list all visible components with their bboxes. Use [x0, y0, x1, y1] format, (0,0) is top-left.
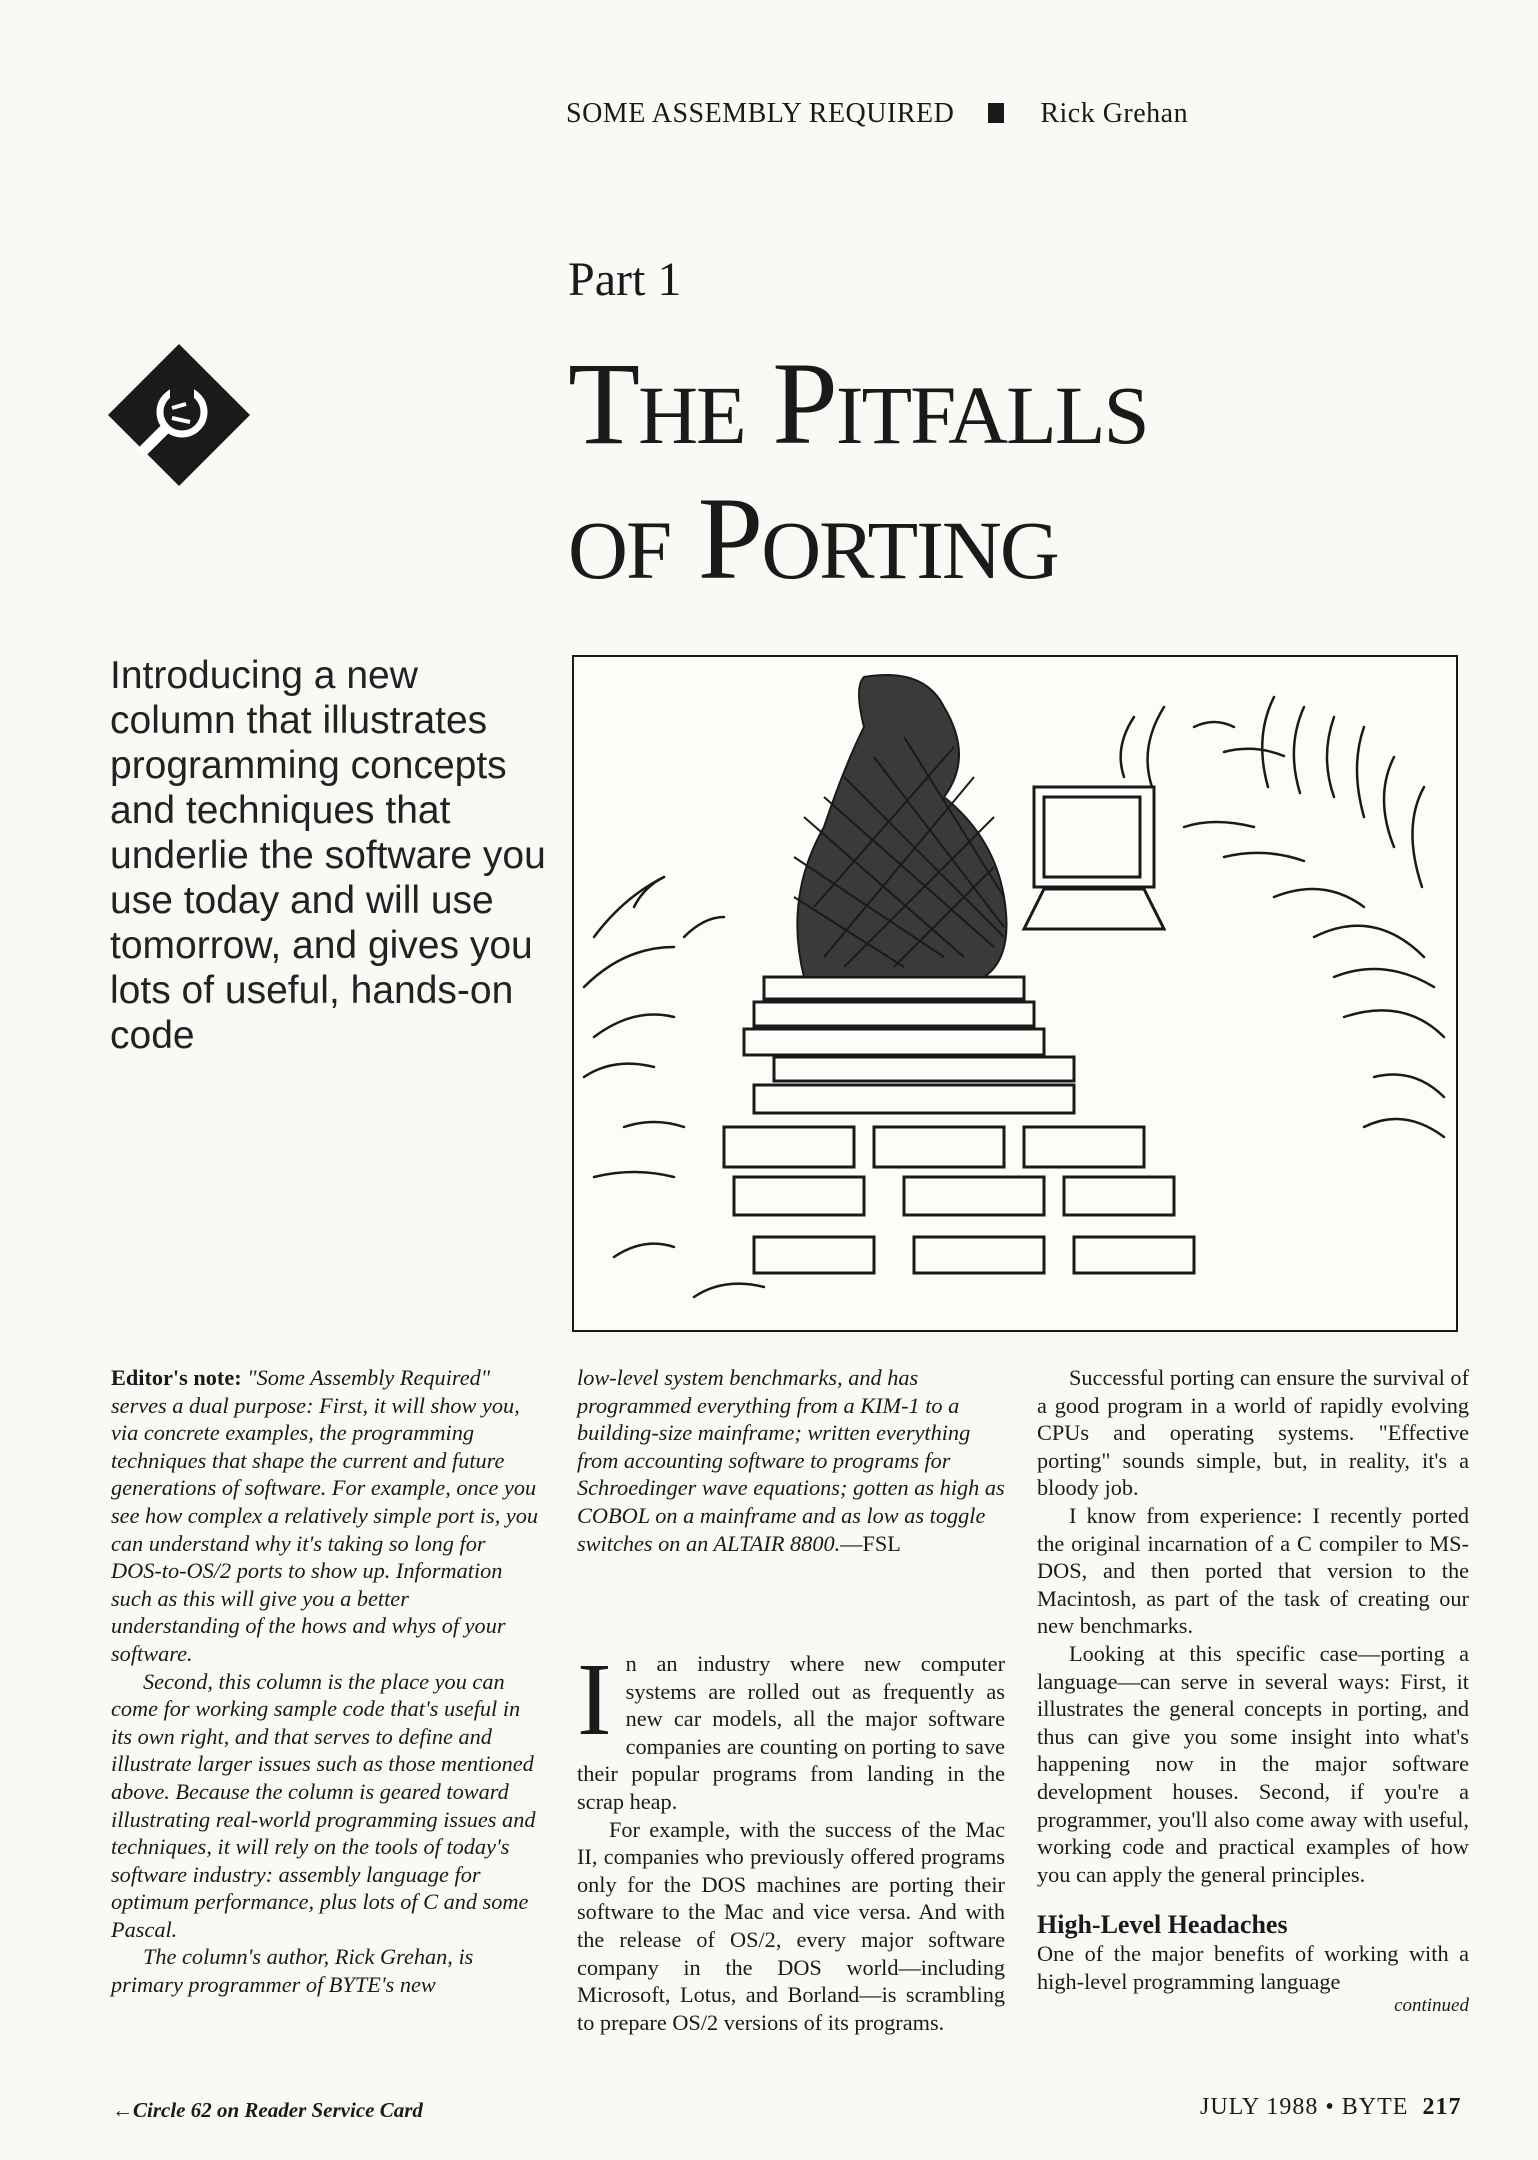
title-line-2: of Porting	[568, 473, 1058, 604]
column-header	[566, 98, 1366, 130]
editors-note-p1: Editor's note: "Some Assembly Required" serves a dual purpose: First, it will show you, via concrete examples, the programming techniques that shape the current and future generations of software. For example, once you see how complex a relatively simple port is, you can understand why it's taking so long for DOS-to-OS/2 ports to show up. Information such as this will give you a better understanding of the hows and whys of your software.	[111, 1365, 539, 1666]
editors-note-p3: The column's author, Rick Grehan, is primary programmer of BYTE's new	[111, 1944, 474, 1998]
programmer-on-books-illustration	[572, 655, 1458, 1332]
section-heading: High-Level Headaches	[1037, 1910, 1288, 1940]
continued-label: continued	[1394, 1995, 1469, 2017]
editors-note-continued	[577, 1364, 1005, 1557]
issue-date: JULY 1988 • BYTE	[1200, 2094, 1409, 2120]
intro-deck: Introducing a new column that illustrates programming concepts and techniques that underlie the software you use today and will use tomorrow, and gives you lots of useful, hands-on code	[110, 654, 546, 1057]
editors-note-p2: Second, this column is the place you can come for working sample code that's useful in its own right, and that serves to define and illustrate larger issues such as those mentioned above. Because the column is geared toward illustrating real-world programming issues and techniques, it will rely on the tools of today's software industry: assembly language for optimum performance, plus lots of C and some Pascal.	[111, 1668, 536, 1942]
drop-cap: I	[577, 1642, 612, 1757]
part-label: Part 1	[568, 253, 682, 306]
article-body-col3	[1037, 1364, 1469, 2017]
body-p1: In an industry where new computer systems are rolled out as frequently as new car models, all the major software companies are counting on porting to save their popular programs from landing in the scrap heap.	[577, 1642, 1005, 1814]
body-p2: For example, with the success of the Mac II, companies who previously offered programs only for the DOS machines are porting their software to the Mac and vice versa. And with the release of OS/2, every major software company in the DOS world—including Microsoft, Lotus, and Borland—is scrambling to prepare OS/2 versions of its programs.	[577, 1816, 1005, 2035]
page-number: 217	[1422, 2094, 1462, 2120]
editors-note	[111, 1364, 541, 1999]
page-footer	[1200, 2094, 1461, 2121]
body-p6: One of the major benefits of working with a high-level programming language	[1037, 1941, 1469, 1994]
title-line-1: The Pitfalls	[568, 338, 1148, 469]
editors-note-label: Editor's note:	[111, 1365, 242, 1390]
article-body-col2	[577, 1642, 1005, 2036]
wrench-diamond-icon	[106, 342, 252, 488]
body-p4: I know from experience: I recently ported the original incarnation of a C compiler to MS-DOS, and then ported that version to the Macintosh, as part of the task of creating our new benchmarks.	[1037, 1502, 1469, 1639]
square-bullet-icon	[988, 103, 1004, 123]
column-name: SOME ASSEMBLY REQUIRED	[566, 98, 955, 129]
author-name: Rick Grehan	[1040, 98, 1189, 129]
reader-service-note: ←Circle 62 on Reader Service Card	[112, 2098, 423, 2122]
editors-note-p4: low-level system benchmarks, and has programmed everything from a KIM-1 to a building-size mainframe; written everything from accounting software to programs for Schroedinger wave equations; gotten as high as COBOL on a mainframe and as low as toggle switches on an ALTAIR 8800.—FSL	[577, 1365, 1005, 1556]
article-title	[568, 336, 1468, 606]
editors-note-signature: —FSL	[840, 1530, 901, 1556]
body-p3: Successful porting can ensure the survival of a good program in a world of rapidly evolving CPUs and operating systems. "Effective porting" sounds simple, but, in reality, it's a bloody job.	[1037, 1365, 1469, 1501]
body-p5: Looking at this specific case—porting a language—can serve in several ways: First, it illustrates the general concepts in porting, and thus can give you some insight into what's happening now in the major software development houses. Second, if you're a programmer, you'll also come away with useful, working code and practical examples of how you can apply the general principles.	[1037, 1640, 1469, 1887]
